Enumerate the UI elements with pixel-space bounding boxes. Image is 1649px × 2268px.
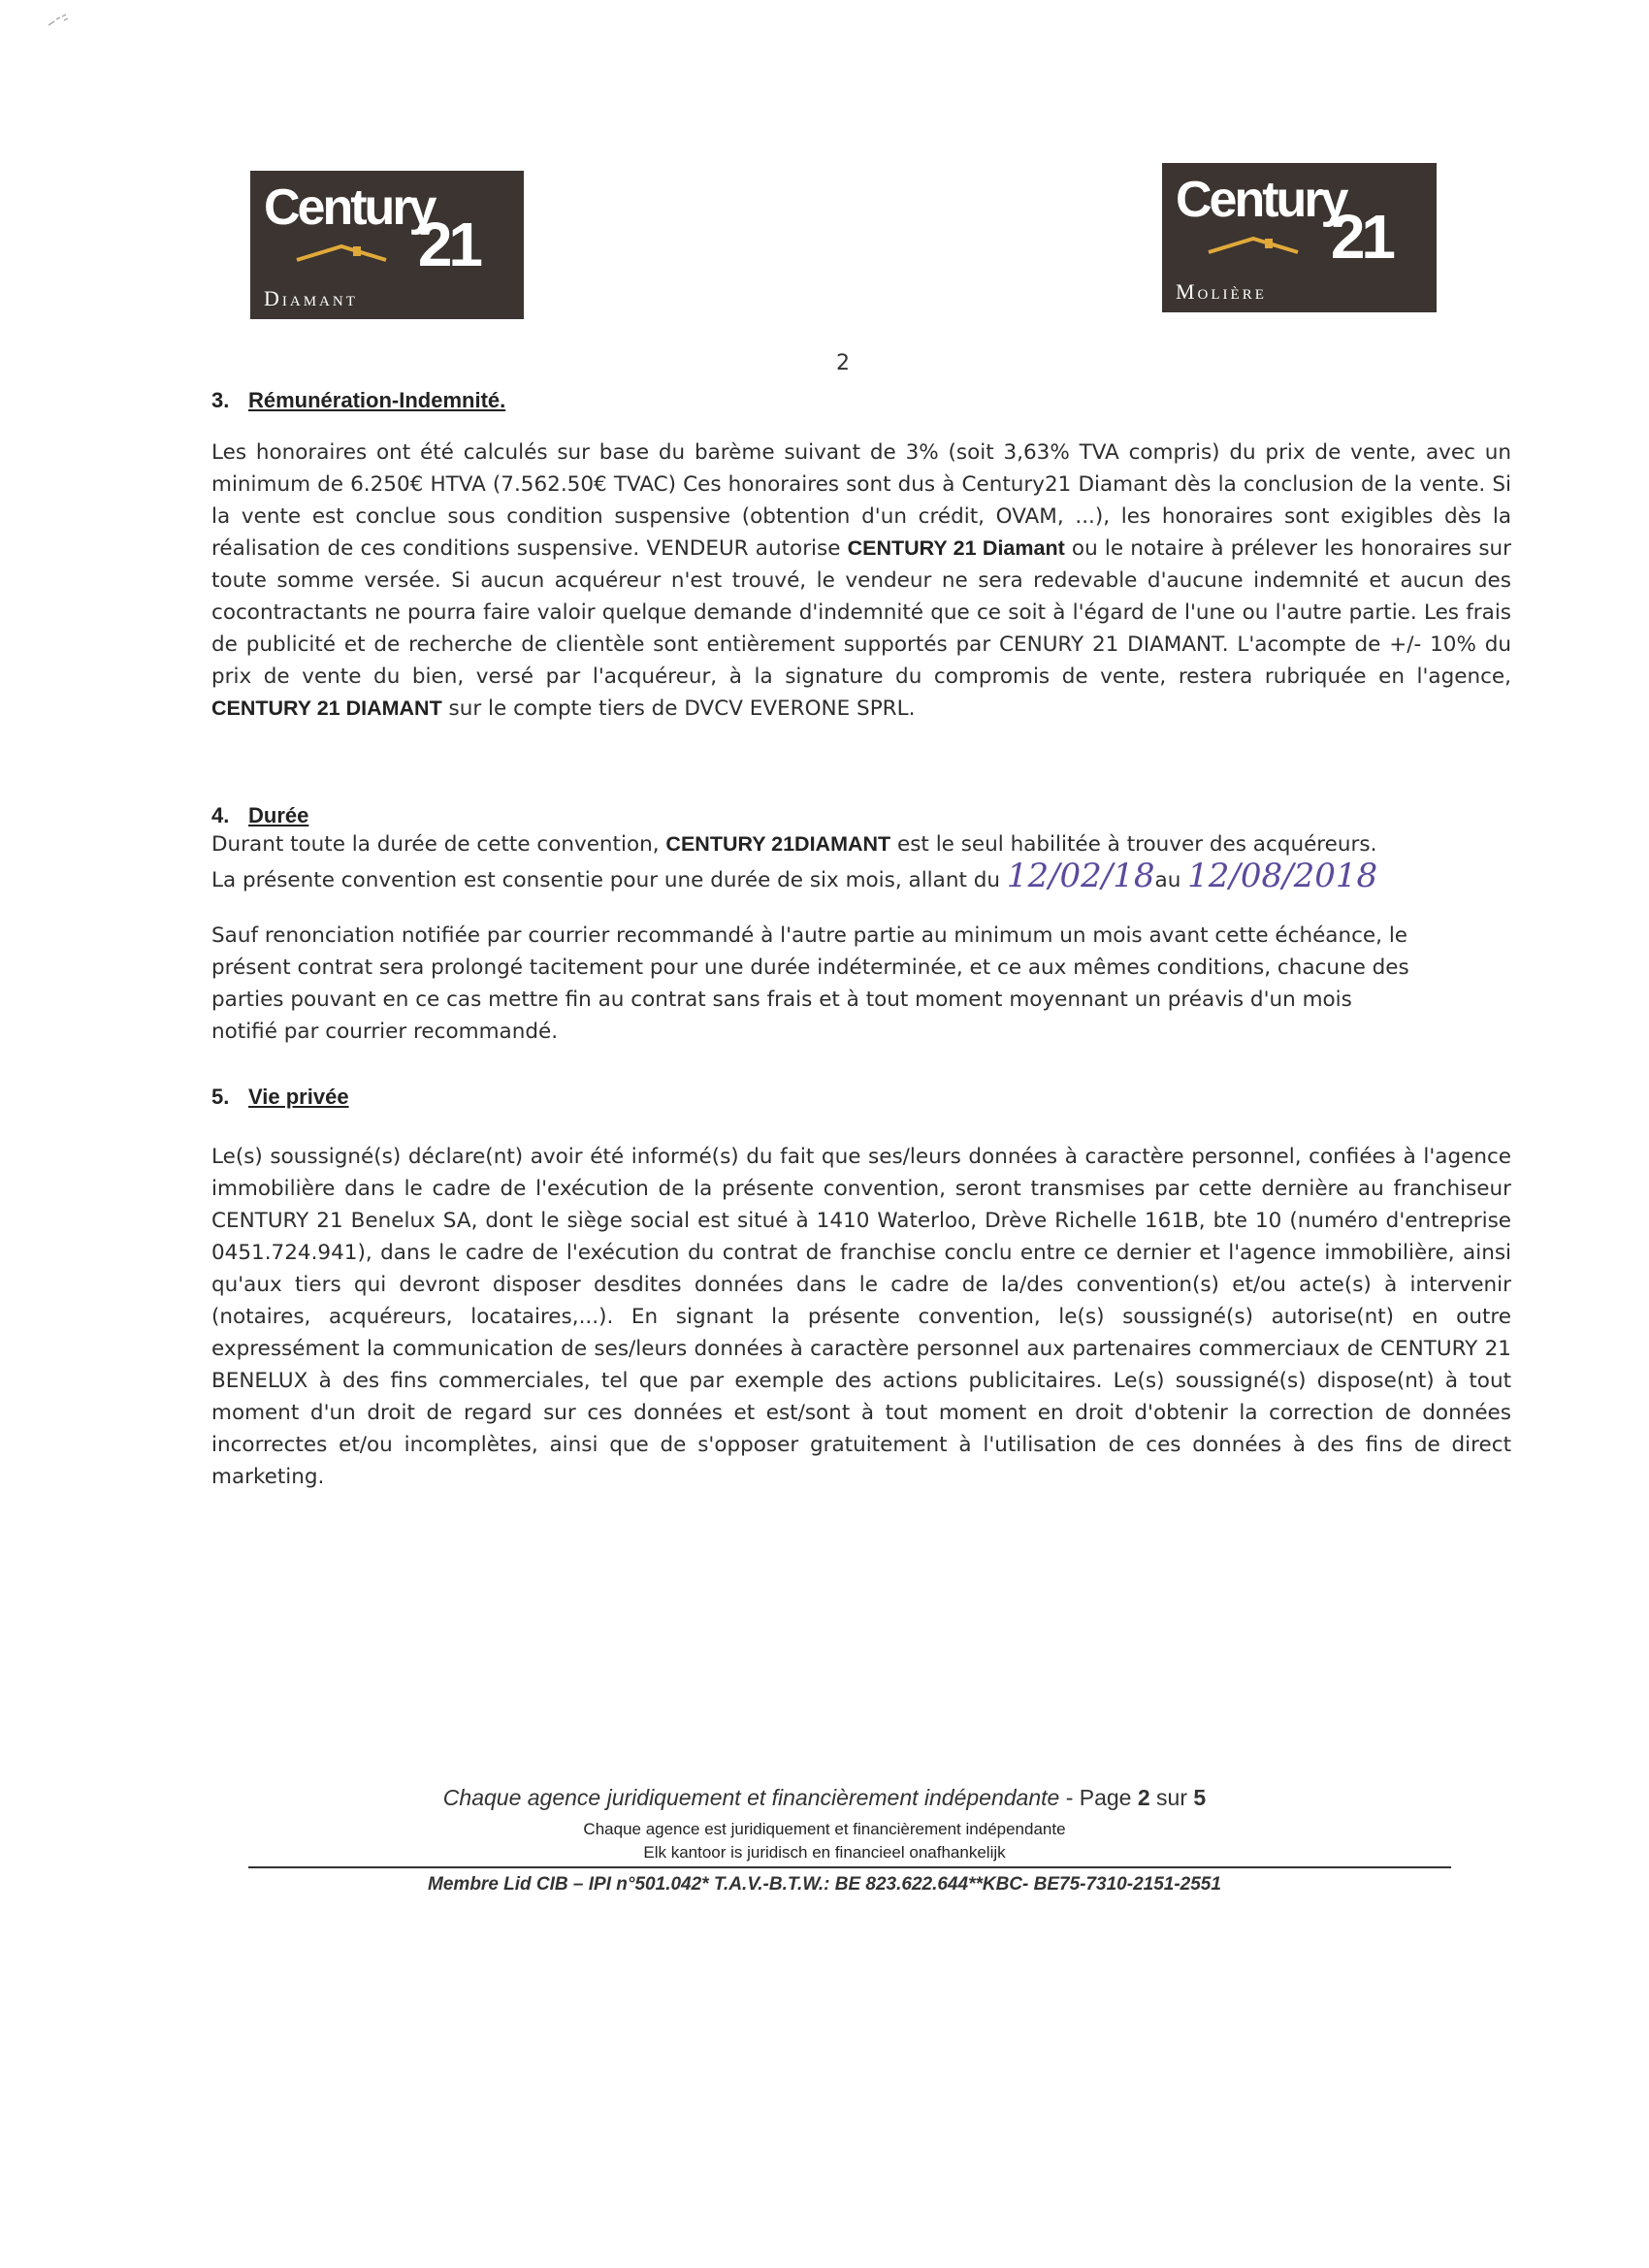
section-remuneration [211,388,1511,725]
agency-name: CENTURY 21 Diamant [847,536,1065,560]
text-run: est le seul habilitée à trouver des acquéreurs. [890,832,1377,857]
section-heading [211,803,1511,828]
section-duree [211,803,1511,1048]
agency-name: CENTURY 21 DIAMANT [211,697,442,720]
logo-office: Diamant [264,286,358,310]
logo-office: Molière [1176,279,1267,304]
roof-icon [1205,233,1302,256]
logo-brand: Century [1176,172,1346,228]
logo-number: 21 [417,210,479,279]
text-run: ou le notaire à prélever les honoraires sur toute somme versée. Si aucun acquéreur n'est trouvé, le vendeur ne sera redevable d'aucune indemnité et aucun des cocontractants ne pourra faire valoir quelque demande d'indemnité que ce soit à l'égard de l'une ou l'autre partie. Les frais de publicité et de recherche de clientèle sont entièrement supportés par CENURY 21 DIAMANT. L'acompte de +/- 10% du prix de vente du bien, versé par l'acquéreur, à la signature du compromis de vente, restera rubriquée en l'agence, [211,536,1511,689]
logo-brand: Century [264,179,435,236]
footer-line-fr: Chaque agence est juridiquement et financièrement indépendante [583,1820,1066,1838]
duree-paragraph: Sauf renonciation notifiée par courrier recommandé à l'autre partie au minimum un mois avant cette échéance, le présent contrat sera prolongé tacitement pour une durée indéterminée, et ce aux mêmes conditions, chacune des parties pouvant en ce cas mettre fin au contrat sans frais et à tout moment moyennant un préavis d'un mois notifié par courrier recommandé. [211,923,1409,1044]
section-title: Vie privée [248,1085,349,1109]
century21-moliere-logo [1162,163,1437,312]
section-title: Durée [248,803,309,827]
text-run: La présente convention est consentie pour une durée de six mois, allant du [211,868,1007,892]
section-number: 4. [211,803,230,827]
roof-icon [293,241,390,264]
footer-line-nl: Elk kantoor is juridisch en financieel onafhankelijk [643,1843,1006,1862]
footer-page-line [0,1785,1649,1811]
section-vie-privee [211,1085,1511,1493]
vie-privee-paragraph: Le(s) soussigné(s) déclare(nt) avoir été informé(s) du fait que ses/leurs données à caractère personnel, confiées à l'agence immobilière dans le cadre de l'exécution de la présente convention, seront transmises par cette dernière au franchiseur CENTURY 21 Benelux SA, dont le siège social est situé à 1410 Waterloo, Drève Richelle 161B, bte 10 (numéro d'entreprise 0451.724.941), dans le cadre de l'exécution du contrat de franchise conclu entre ce dernier et l'agence immobilière, ainsi qu'aux tiers qui devront disposer desdites données dans le cadre de la/des convention(s) et/ou acte(s) à intervenir (notaires, acquéreurs, locataires,...). En signant la présente convention, le(s) soussigné(s) autorise(nt) en outre expressément la communication de ses/leurs données à caractère personnel aux partenaires commerciaux de CENTURY 21 BENELUX à des fins commerciales, tel que par exemple des actions publicitaires. Le(s) soussigné(s) dispose(nt) à tout moment d'un droit de regard sur ces données et est/sont à tout moment en droit d'obtenir la correction de données incorrectes et/ou incomplètes, ainsi que de s'opposer gratuitement à l'utilisation de ces données à des fins de direct marketing. [211,1145,1511,1489]
footer-membership: Membre Lid CIB – IPI n°501.042* T.A.V.-B.T.W.: BE 823.622.644**KBC- BE75-7310-2151-2551 [428,1874,1221,1895]
century21-diamant-logo [250,171,524,319]
page-number: 2 [836,351,850,375]
section-number: 5. [211,1085,230,1109]
remuneration-paragraph [211,437,1511,725]
text-run: Durant toute la durée de cette convention, [211,832,666,857]
text-run: - Page [1059,1785,1138,1810]
footer-independence: Chaque agence juridiquement et financièrement indépendante [442,1785,1060,1810]
text-run: sur [1149,1785,1194,1810]
section-number: 3. [211,388,230,412]
footer-page-current: 2 [1137,1785,1150,1810]
footer-divider [248,1866,1451,1868]
scan-speck [47,12,72,29]
section-heading [211,1085,1511,1110]
agency-name: CENTURY 21DIAMANT [665,832,891,856]
text-run: Les honoraires ont été calculés sur base du barème suivant de 3% (soit 3,63% TVA compris) du prix de vente, avec un minimum de 6.250€ HTVA (7.562.50€ TVAC) Ces honoraires sont dus à Century21 Diamant dès la conclusion de la vente. Si la vente est conclue sous condition suspensive (obtention d'un crédit, OVAM, ...), les honoraires sont exigibles dès la réalisation de ces conditions suspensive. VENDEUR autorise [211,440,1511,561]
section-heading [211,388,1511,413]
text-run: sur le compte tiers de DVCV EVERONE SPRL. [441,697,916,721]
logo-number: 21 [1330,202,1392,272]
handwritten-date-to: 12/08/2018 [1187,857,1378,895]
footer-page-total: 5 [1193,1785,1207,1810]
duree-line-2 [211,857,1511,896]
section-title: Rémunération-Indemnité. [248,388,506,412]
text-run: au [1154,868,1188,892]
handwritten-date-from: 12/02/18 [1006,857,1155,895]
